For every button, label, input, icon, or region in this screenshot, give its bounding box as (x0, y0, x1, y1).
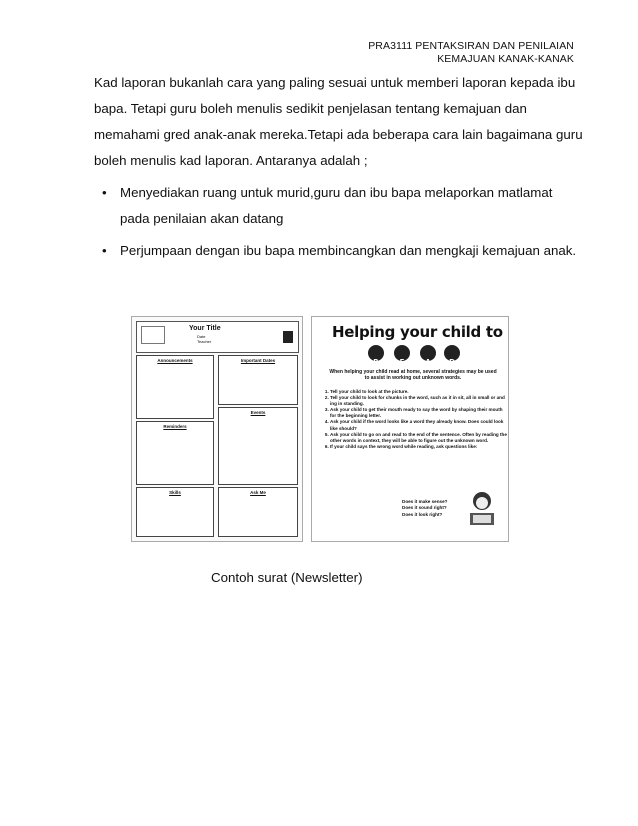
bullet-item (94, 180, 584, 232)
section-title: Important Dates (240, 358, 276, 363)
bullet-icon: • (102, 185, 107, 200)
newsletter-title: Your Title (189, 325, 221, 332)
newsletter-section (218, 487, 298, 537)
section-title: Reminders (163, 424, 187, 429)
section-title: Ask Me (250, 490, 266, 495)
header-line-1: PRA3111 PENTAKSIRAN DAN PENILAIAN (368, 40, 574, 52)
newsletter-section (218, 407, 298, 485)
newsletter-subtitle (197, 334, 211, 344)
poster-step: 6. If your child says the wrong word while reading, ask questions like: (330, 444, 508, 450)
poster-step: 3. Ask your child to get their mouth ready to say the word by shaping their mouth for the beginning letter. (330, 407, 508, 419)
poster-title: Helping your child to (332, 323, 503, 341)
body-paragraph (94, 70, 584, 174)
example-figure (131, 316, 507, 542)
header-line-2: KEMAJUAN KANAK-KANAK (437, 53, 574, 65)
children-reading-icon (364, 344, 464, 366)
poster-questions (402, 499, 447, 518)
newsletter-logo-box (141, 326, 165, 344)
reading-child-icon (464, 489, 500, 529)
section-title: Events (250, 410, 266, 415)
poster-step: 2. Tell your child to look for chunks in the word, such as it in sit, all in small or and ing in standing. (330, 395, 508, 407)
bullet-item (94, 238, 584, 264)
bullet-icon: • (102, 243, 107, 258)
section-title: Announcements (157, 358, 193, 363)
newsletter-template-image (131, 316, 303, 542)
poster-letter: E (399, 358, 405, 366)
poster-question: Does it make sense? (402, 499, 448, 504)
poster-step: 4. Ask your child if the word looks like a word they already know. Does could look like should? (330, 419, 508, 431)
bullet-text: Perjumpaan dengan ibu bapa membincangkan dan mengkaji kemajuan anak. (120, 243, 577, 258)
poster-question: Does it sound right? (402, 505, 447, 511)
poster-step: 5. Ask your child to go on and read to the end of the sentence. Often by reading the other words in context, they will be able to figure out the unknown word. (330, 432, 508, 444)
poster-step: 1. Tell your child to look at the picture. (330, 389, 508, 395)
school-house-icon (283, 331, 293, 343)
bullet-list (94, 180, 584, 270)
helping-child-poster-image (311, 316, 509, 542)
newsletter-section (136, 355, 214, 419)
paragraph-text: Kad laporan bukanlah cara yang paling sesuai untuk memberi laporan kepada ibu bapa. Tetapi guru boleh menulis sedikit penjelasan tentang kemajuan dan memahami gred anak-anak mereka.Tetapi ada beberapa cara lain bagaimana guru boleh menulis kad laporan. Antaranya adalah ; (94, 75, 583, 168)
poster-letter: D (449, 358, 455, 366)
poster-letter: A (425, 358, 431, 366)
section-title: Skills (169, 490, 181, 495)
page-header (368, 40, 574, 66)
poster-intro: When helping your child read at home, several strategies may be used to assist in working out unknown words. (329, 369, 497, 381)
poster-letter: R (373, 358, 379, 366)
poster-question: Does it look right? (402, 511, 443, 517)
newsletter-teacher-label: Teacher (197, 339, 212, 344)
bullet-text: Menyediakan ruang untuk murid,guru dan ibu bapa melaporkan matlamat pada penilaian akan datang (120, 185, 553, 226)
poster-steps (316, 389, 508, 450)
newsletter-date-label: Date (197, 334, 206, 339)
figure-caption: Contoh surat (Newsletter) (211, 570, 363, 585)
newsletter-header (136, 321, 299, 353)
newsletter-section (218, 355, 298, 405)
newsletter-section (136, 421, 214, 485)
newsletter-section (136, 487, 214, 537)
